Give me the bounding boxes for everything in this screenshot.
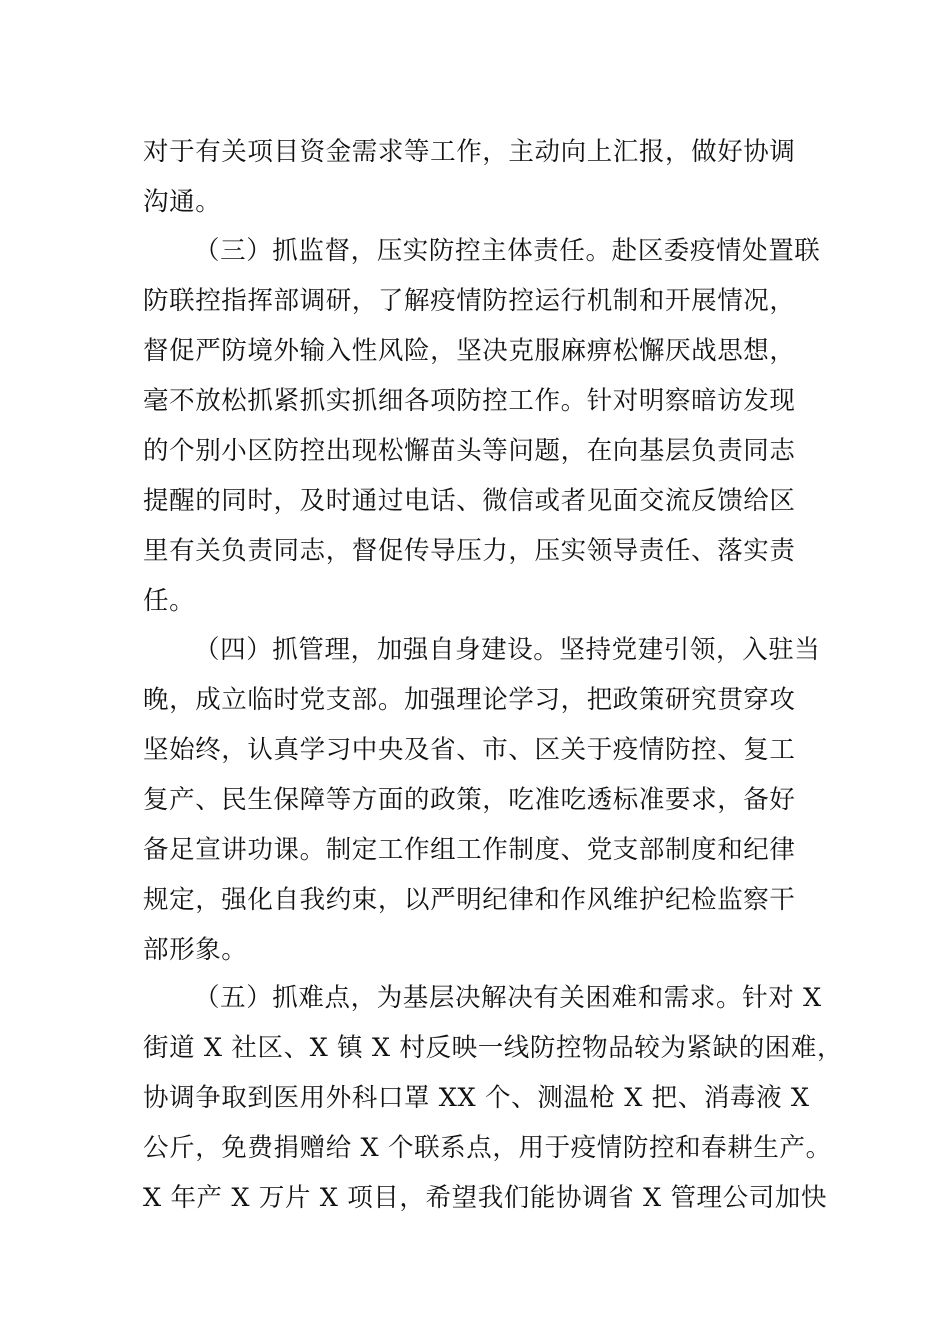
text-line-9: 里有关负责同志，督促传导压力，压实领导责任、落实责 [143, 536, 796, 566]
text-line-5: 督促严防境外输入性风险，坚决克服麻痹松懈厌战思想， [143, 336, 796, 366]
text-line-22: X 年产 X 万片 X 项目，希望我们能协调省 X 管理公司加快 [143, 1183, 828, 1213]
section-4-heading-line: （四）抓管理，加强自身建设。坚持党建引领，入驻当 [194, 635, 821, 665]
text-line-10: 任。 [143, 586, 196, 616]
text-line-14: 复产、民生保障等方面的政策，吃准吃透标准要求，备好 [143, 785, 796, 815]
text-line-8: 提醒的同时，及时通过电话、微信或者见面交流反馈给区 [143, 486, 796, 516]
text-line-20: 协调争取到医用外科口罩 XX 个、测温枪 X 把、消毒液 X [143, 1083, 810, 1113]
text-line-15: 备足宣讲功课。制定工作组工作制度、党支部制度和纪律 [143, 835, 796, 865]
section-3-heading-line: （三）抓监督，压实防控主体责任。赴区委疫情处置联 [194, 236, 821, 266]
text-line-13: 坚始终，认真学习中央及省、市、区关于疫情防控、复工 [143, 735, 796, 765]
text-line-4: 防联控指挥部调研，了解疫情防控运行机制和开展情况， [143, 286, 796, 316]
text-line-16: 规定，强化自我约束，以严明纪律和作风维护纪检监察干 [143, 885, 796, 915]
text-line-19: 街道 X 社区、X 镇 X 村反映一线防控物品较为紧缺的困难， [143, 1033, 844, 1063]
text-line-12: 晚，成立临时党支部。加强理论学习，把政策研究贯穿攻 [143, 685, 796, 715]
text-line-21: 公斤，免费捐赠给 X 个联系点，用于疫情防控和春耕生产。 [143, 1133, 832, 1163]
text-line-6: 毫不放松抓紧抓实抓细各项防控工作。针对明察暗访发现 [143, 386, 796, 416]
text-line-2: 沟通。 [143, 187, 222, 217]
section-5-heading-line: （五）抓难点，为基层决解决有关困难和需求。针对 X [194, 983, 822, 1013]
text-line-7: 的个别小区防控出现松懈苗头等问题，在向基层负责同志 [143, 436, 796, 466]
text-line-17: 部形象。 [143, 935, 248, 965]
text-line-1: 对于有关项目资金需求等工作，主动向上汇报，做好协调 [143, 137, 796, 167]
